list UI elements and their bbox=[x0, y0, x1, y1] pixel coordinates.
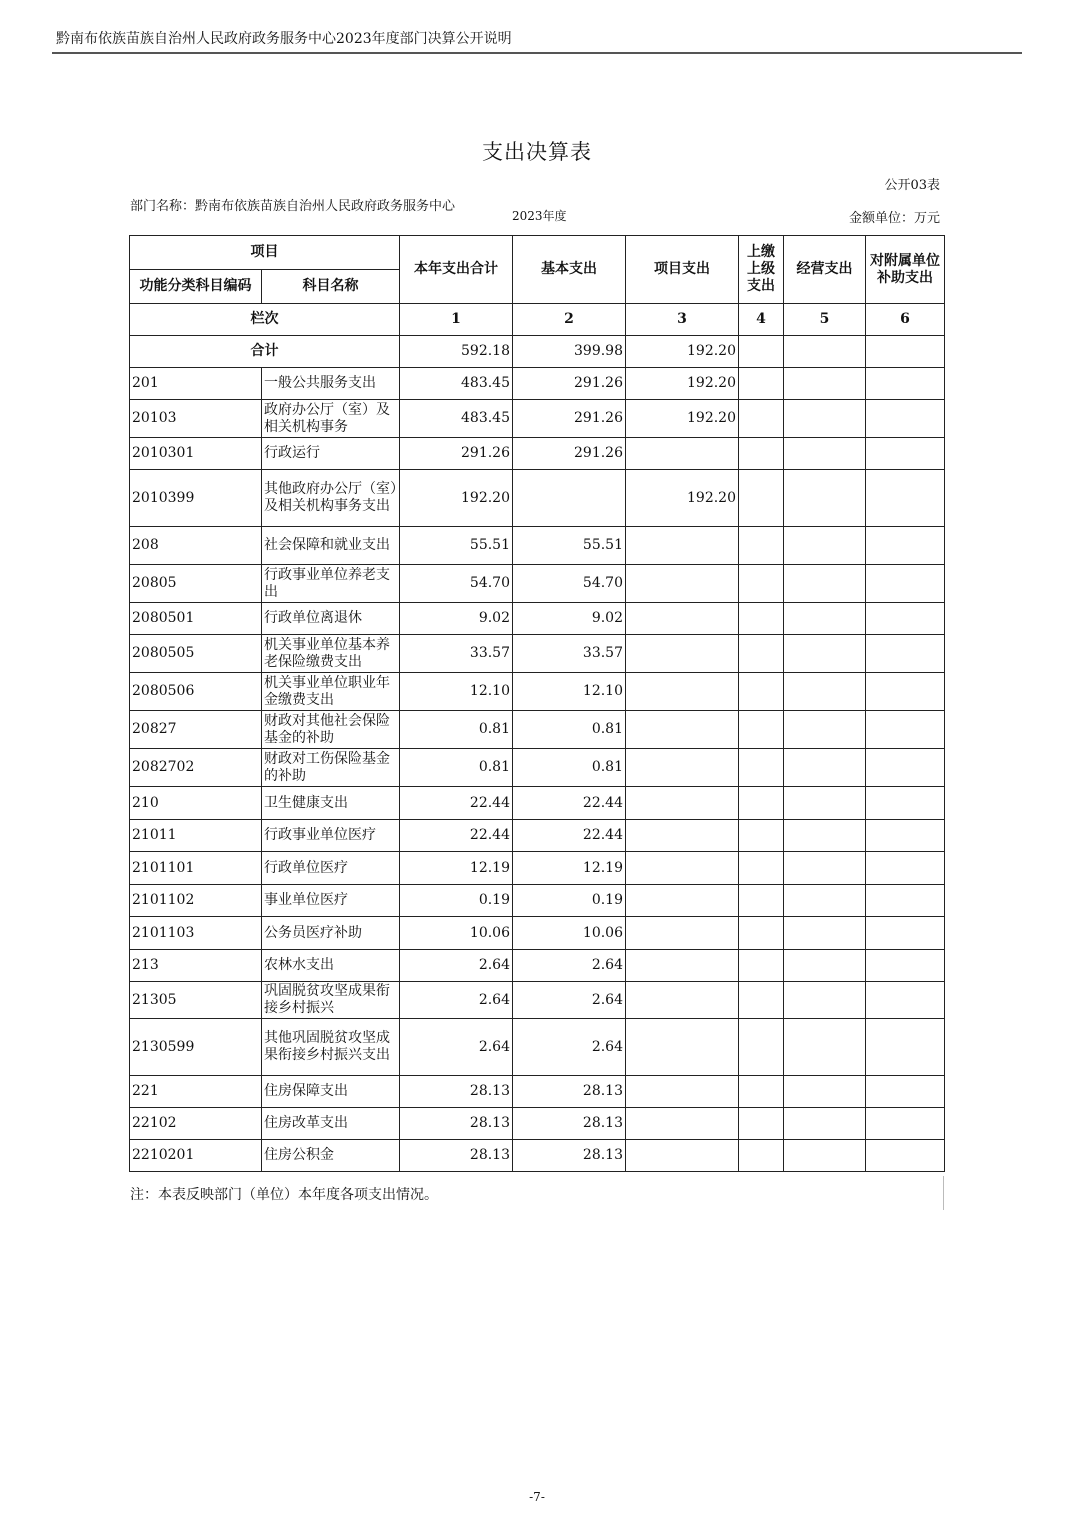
cell-business bbox=[784, 852, 866, 885]
department-name: 部门名称：黔南布依族苗族自治州人民政府政务服务中心 bbox=[130, 199, 456, 214]
cell-subsidy bbox=[866, 950, 945, 982]
cell-total: 28.13 bbox=[400, 1140, 513, 1172]
table-row bbox=[130, 711, 945, 749]
summary-project: 192.20 bbox=[626, 336, 739, 368]
cell-basic: 291.26 bbox=[513, 438, 626, 470]
cell-upper bbox=[739, 749, 784, 787]
cell-subsidy bbox=[866, 1140, 945, 1172]
cell-code: 2010399 bbox=[130, 470, 262, 527]
cell-code: 21011 bbox=[130, 820, 262, 852]
cell-project bbox=[626, 885, 739, 917]
cell-business bbox=[784, 565, 866, 603]
seq-2: 2 bbox=[513, 304, 626, 336]
cell-total: 12.19 bbox=[400, 852, 513, 885]
cell-total: 22.44 bbox=[400, 787, 513, 820]
table-row bbox=[130, 603, 945, 635]
cell-total: 33.57 bbox=[400, 635, 513, 673]
cell-code: 20103 bbox=[130, 400, 262, 438]
cell-project bbox=[626, 635, 739, 673]
cell-name: 财政对工伤保险基金的补助 bbox=[262, 749, 400, 787]
summary-business bbox=[784, 336, 866, 368]
table-row bbox=[130, 1076, 945, 1108]
table-row bbox=[130, 673, 945, 711]
cell-business bbox=[784, 438, 866, 470]
cell-code: 2080505 bbox=[130, 635, 262, 673]
table-row bbox=[130, 470, 945, 527]
cell-project bbox=[626, 917, 739, 950]
cell-code: 213 bbox=[130, 950, 262, 982]
cell-name: 机关事业单位职业年金缴费支出 bbox=[262, 673, 400, 711]
cell-name: 公务员医疗补助 bbox=[262, 917, 400, 950]
cell-business bbox=[784, 917, 866, 950]
cell-total: 28.13 bbox=[400, 1076, 513, 1108]
cell-name: 巩固脱贫攻坚成果衔接乡村振兴 bbox=[262, 982, 400, 1019]
cell-basic: 0.19 bbox=[513, 885, 626, 917]
cell-business bbox=[784, 1108, 866, 1140]
summary-label: 合计 bbox=[130, 336, 400, 368]
cell-upper bbox=[739, 470, 784, 527]
summary-basic: 399.98 bbox=[513, 336, 626, 368]
header-basic: 基本支出 bbox=[513, 236, 626, 304]
cell-name: 机关事业单位基本养老保险缴费支出 bbox=[262, 635, 400, 673]
cell-subsidy bbox=[866, 1076, 945, 1108]
cell-business bbox=[784, 885, 866, 917]
table-row bbox=[130, 749, 945, 787]
cell-upper bbox=[739, 635, 784, 673]
amount-unit: 金额单位：万元 bbox=[848, 211, 940, 226]
cell-total: 0.19 bbox=[400, 885, 513, 917]
cell-subsidy bbox=[866, 673, 945, 711]
document-title: 支出决算表 bbox=[482, 140, 592, 164]
cell-business bbox=[784, 603, 866, 635]
cell-total: 10.06 bbox=[400, 917, 513, 950]
cell-subsidy bbox=[866, 603, 945, 635]
cell-business bbox=[784, 950, 866, 982]
fiscal-year: 2023年度 bbox=[512, 209, 567, 223]
cell-basic: 0.81 bbox=[513, 711, 626, 749]
summary-total: 592.18 bbox=[400, 336, 513, 368]
cell-upper bbox=[739, 1076, 784, 1108]
cell-subsidy bbox=[866, 368, 945, 400]
seq-3: 3 bbox=[626, 304, 739, 336]
cell-code: 208 bbox=[130, 527, 262, 565]
cell-total: 12.10 bbox=[400, 673, 513, 711]
cell-subsidy bbox=[866, 1108, 945, 1140]
cell-name: 政府办公厅（室）及相关机构事务 bbox=[262, 400, 400, 438]
header-business: 经营支出 bbox=[784, 236, 866, 304]
cell-basic: 33.57 bbox=[513, 635, 626, 673]
cell-project bbox=[626, 852, 739, 885]
cell-basic: 291.26 bbox=[513, 368, 626, 400]
cell-name: 卫生健康支出 bbox=[262, 787, 400, 820]
cell-project bbox=[626, 1076, 739, 1108]
cell-basic: 2.64 bbox=[513, 1019, 626, 1076]
table-note: 注：本表反映部门（单位）本年度各项支出情况。 bbox=[130, 1187, 438, 1203]
page-header: 黔南布依族苗族自治州人民政府政务服务中心2023年度部门决算公开说明 bbox=[56, 31, 512, 47]
cell-name: 农林水支出 bbox=[262, 950, 400, 982]
cell-basic: 9.02 bbox=[513, 603, 626, 635]
cell-code: 21305 bbox=[130, 982, 262, 1019]
cell-business bbox=[784, 527, 866, 565]
cell-name: 社会保障和就业支出 bbox=[262, 527, 400, 565]
cell-name: 事业单位医疗 bbox=[262, 885, 400, 917]
cell-upper bbox=[739, 1140, 784, 1172]
cell-upper bbox=[739, 527, 784, 565]
cell-code: 221 bbox=[130, 1076, 262, 1108]
cell-upper bbox=[739, 673, 784, 711]
cell-upper bbox=[739, 917, 784, 950]
cell-project bbox=[626, 1108, 739, 1140]
table-row bbox=[130, 787, 945, 820]
cell-code: 20805 bbox=[130, 565, 262, 603]
cell-name: 财政对其他社会保险基金的补助 bbox=[262, 711, 400, 749]
cell-basic: 28.13 bbox=[513, 1108, 626, 1140]
cell-project bbox=[626, 673, 739, 711]
header-upper: 上缴上级支出 bbox=[739, 236, 784, 304]
cell-basic: 28.13 bbox=[513, 1140, 626, 1172]
cell-basic: 291.26 bbox=[513, 400, 626, 438]
cell-name: 住房改革支出 bbox=[262, 1108, 400, 1140]
cell-upper bbox=[739, 820, 784, 852]
cell-upper bbox=[739, 565, 784, 603]
cell-business bbox=[784, 1019, 866, 1076]
cell-basic bbox=[513, 470, 626, 527]
cell-project: 192.20 bbox=[626, 368, 739, 400]
cell-subsidy bbox=[866, 635, 945, 673]
cell-upper bbox=[739, 400, 784, 438]
header-divider bbox=[52, 52, 1022, 54]
cell-business bbox=[784, 470, 866, 527]
cell-upper bbox=[739, 603, 784, 635]
cell-project bbox=[626, 527, 739, 565]
header-name: 科目名称 bbox=[262, 270, 400, 304]
cell-code: 2130599 bbox=[130, 1019, 262, 1076]
cell-business bbox=[784, 1140, 866, 1172]
cell-name: 行政事业单位养老支出 bbox=[262, 565, 400, 603]
cell-total: 9.02 bbox=[400, 603, 513, 635]
cell-name: 行政事业单位医疗 bbox=[262, 820, 400, 852]
cell-subsidy bbox=[866, 852, 945, 885]
cell-subsidy bbox=[866, 400, 945, 438]
cell-name: 行政运行 bbox=[262, 438, 400, 470]
cell-business bbox=[784, 787, 866, 820]
cell-upper bbox=[739, 1108, 784, 1140]
seq-5: 5 bbox=[784, 304, 866, 336]
table-edge-line bbox=[943, 1176, 944, 1210]
cell-subsidy bbox=[866, 982, 945, 1019]
cell-name: 其他巩固脱贫攻坚成果衔接乡村振兴支出 bbox=[262, 1019, 400, 1076]
cell-subsidy bbox=[866, 470, 945, 527]
cell-upper bbox=[739, 787, 784, 820]
cell-subsidy bbox=[866, 527, 945, 565]
summary-row bbox=[130, 336, 945, 368]
cell-basic: 28.13 bbox=[513, 1076, 626, 1108]
cell-subsidy bbox=[866, 787, 945, 820]
seq-6: 6 bbox=[866, 304, 945, 336]
cell-project bbox=[626, 438, 739, 470]
cell-business bbox=[784, 368, 866, 400]
cell-project bbox=[626, 1019, 739, 1076]
cell-code: 210 bbox=[130, 787, 262, 820]
cell-business bbox=[784, 635, 866, 673]
cell-code: 2210201 bbox=[130, 1140, 262, 1172]
cell-total: 54.70 bbox=[400, 565, 513, 603]
table-row bbox=[130, 1019, 945, 1076]
cell-total: 0.81 bbox=[400, 711, 513, 749]
cell-business bbox=[784, 711, 866, 749]
cell-code: 2010301 bbox=[130, 438, 262, 470]
header-row bbox=[130, 236, 945, 270]
cell-business bbox=[784, 820, 866, 852]
cell-total: 22.44 bbox=[400, 820, 513, 852]
table-row bbox=[130, 917, 945, 950]
cell-code: 2080506 bbox=[130, 673, 262, 711]
cell-subsidy bbox=[866, 885, 945, 917]
cell-subsidy bbox=[866, 749, 945, 787]
cell-name: 住房公积金 bbox=[262, 1140, 400, 1172]
cell-total: 483.45 bbox=[400, 368, 513, 400]
cell-subsidy bbox=[866, 711, 945, 749]
table-row bbox=[130, 982, 945, 1019]
table-code: 公开03表 bbox=[884, 178, 940, 193]
cell-project bbox=[626, 820, 739, 852]
cell-business bbox=[784, 749, 866, 787]
cell-upper bbox=[739, 885, 784, 917]
cell-basic: 54.70 bbox=[513, 565, 626, 603]
cell-total: 55.51 bbox=[400, 527, 513, 565]
cell-total: 192.20 bbox=[400, 470, 513, 527]
page-number: -7- bbox=[529, 1490, 545, 1504]
cell-code: 22102 bbox=[130, 1108, 262, 1140]
cell-name: 一般公共服务支出 bbox=[262, 368, 400, 400]
table-row bbox=[130, 527, 945, 565]
table-row bbox=[130, 438, 945, 470]
cell-project bbox=[626, 711, 739, 749]
cell-code: 2082702 bbox=[130, 749, 262, 787]
table-row bbox=[130, 885, 945, 917]
cell-upper bbox=[739, 711, 784, 749]
table-row bbox=[130, 565, 945, 603]
cell-total: 28.13 bbox=[400, 1108, 513, 1140]
summary-subsidy bbox=[866, 336, 945, 368]
table-row bbox=[130, 400, 945, 438]
cell-name: 住房保障支出 bbox=[262, 1076, 400, 1108]
column-sequence-row bbox=[130, 304, 945, 336]
seq-1: 1 bbox=[400, 304, 513, 336]
header-code: 功能分类科目编码 bbox=[130, 270, 262, 304]
expenditure-table bbox=[129, 235, 945, 1172]
cell-upper bbox=[739, 1019, 784, 1076]
cell-business bbox=[784, 1076, 866, 1108]
header-item: 项目 bbox=[130, 236, 400, 270]
cell-upper bbox=[739, 982, 784, 1019]
cell-project bbox=[626, 1140, 739, 1172]
header-subsidy: 对附属单位补助支出 bbox=[866, 236, 945, 304]
table-row bbox=[130, 368, 945, 400]
cell-code: 2101102 bbox=[130, 885, 262, 917]
seq-label: 栏次 bbox=[130, 304, 400, 336]
cell-basic: 12.19 bbox=[513, 852, 626, 885]
cell-project bbox=[626, 749, 739, 787]
cell-total: 2.64 bbox=[400, 950, 513, 982]
cell-code: 20827 bbox=[130, 711, 262, 749]
cell-upper bbox=[739, 438, 784, 470]
cell-total: 2.64 bbox=[400, 982, 513, 1019]
cell-basic: 2.64 bbox=[513, 982, 626, 1019]
seq-4: 4 bbox=[739, 304, 784, 336]
cell-total: 2.64 bbox=[400, 1019, 513, 1076]
cell-subsidy bbox=[866, 438, 945, 470]
cell-name: 其他政府办公厅（室）及相关机构事务支出 bbox=[262, 470, 400, 527]
table-row bbox=[130, 1108, 945, 1140]
table-row bbox=[130, 950, 945, 982]
cell-total: 0.81 bbox=[400, 749, 513, 787]
summary-upper bbox=[739, 336, 784, 368]
cell-total: 291.26 bbox=[400, 438, 513, 470]
cell-basic: 12.10 bbox=[513, 673, 626, 711]
cell-total: 483.45 bbox=[400, 400, 513, 438]
header-project: 项目支出 bbox=[626, 236, 739, 304]
cell-project bbox=[626, 603, 739, 635]
cell-basic: 2.64 bbox=[513, 950, 626, 982]
cell-subsidy bbox=[866, 1019, 945, 1076]
cell-subsidy bbox=[866, 820, 945, 852]
cell-basic: 22.44 bbox=[513, 820, 626, 852]
table-row bbox=[130, 820, 945, 852]
cell-subsidy bbox=[866, 917, 945, 950]
cell-basic: 10.06 bbox=[513, 917, 626, 950]
cell-code: 201 bbox=[130, 368, 262, 400]
cell-project bbox=[626, 950, 739, 982]
cell-code: 2101103 bbox=[130, 917, 262, 950]
cell-basic: 0.81 bbox=[513, 749, 626, 787]
table-row bbox=[130, 1140, 945, 1172]
cell-business bbox=[784, 982, 866, 1019]
cell-name: 行政单位离退休 bbox=[262, 603, 400, 635]
cell-business bbox=[784, 673, 866, 711]
cell-upper bbox=[739, 950, 784, 982]
cell-subsidy bbox=[866, 565, 945, 603]
cell-project bbox=[626, 787, 739, 820]
cell-project: 192.20 bbox=[626, 470, 739, 527]
cell-code: 2080501 bbox=[130, 603, 262, 635]
cell-project bbox=[626, 982, 739, 1019]
cell-business bbox=[784, 400, 866, 438]
cell-project: 192.20 bbox=[626, 400, 739, 438]
header-total: 本年支出合计 bbox=[400, 236, 513, 304]
cell-basic: 22.44 bbox=[513, 787, 626, 820]
cell-name: 行政单位医疗 bbox=[262, 852, 400, 885]
table-row bbox=[130, 852, 945, 885]
cell-code: 2101101 bbox=[130, 852, 262, 885]
table-row bbox=[130, 635, 945, 673]
cell-upper bbox=[739, 368, 784, 400]
cell-upper bbox=[739, 852, 784, 885]
cell-project bbox=[626, 565, 739, 603]
cell-basic: 55.51 bbox=[513, 527, 626, 565]
